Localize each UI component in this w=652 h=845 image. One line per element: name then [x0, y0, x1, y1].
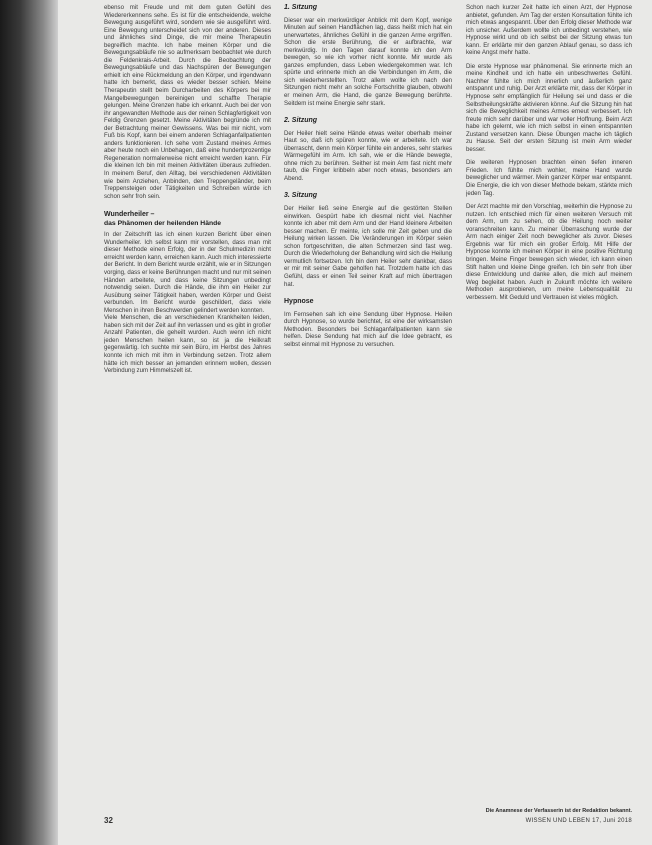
body-paragraph: Viele Menschen, die an verschiedenen Krankheiten leiden, haben sich mit der Zeit auf ihn verlassen und es gibt in großer Anzahl Patienten, die geheilt wurden. Auch wenn ich nicht jeden Menschen heilen kann, so ist ja die Heilkraft gegenwärtig. Ich suchte mir sein Büro, im Herbst des Jahres konnte ich mich mit ihm in Verbindung setzen. Trotz allem hätte ich mich besser an jemanden erinnern wollen, dessen Verbindung zum Himmelszelt ist. [104, 314, 271, 375]
publication-info: WISSEN UND LEBEN 17, Juni 2018 [525, 818, 632, 824]
section-title-sitzung-3: 3. Sitzung [284, 192, 318, 200]
section-title-hypnose: Hypnose [284, 298, 314, 306]
body-paragraph: Der Arzt machte mir den Vorschlag, weiterhin die Hypnose zu nutzen. Ich entschied mich für einen weiteren Versuch mit dem Arm, um zu sehen, ob die Heilung noch weiter voranschreiten kann. Zu meiner Überraschung wurde der Arm nach einiger Zeit noch beweglicher als zuvor. Dieses Ergebnis war für mich ein großer Erfolg. Mit Hilfe der Hypnose konnte ich meinen Körper in eine positive Richtung bringen. Meine Finger bewegen sich wieder, ich kann einen Stift halten und kleine Dinge greifen. Ich bin sehr froh über diese Entwicklung und danke allen, die mich auf meinem Weg begleitet haben. Auch in Zukunft möchte ich weitere Methoden ausprobieren, um meine Lebensqualität zu verbessern. Mit Geduld und Vertrauen ist vieles möglich. [466, 203, 632, 301]
column-middle [284, 4, 452, 814]
body-paragraph: Die weiteren Hypnosen brachten einen tiefen inneren Frieden. Ich fühlte mich wohler, meine Hand wurde beweglicher und wärmer. Mein ganzer Körper war entspannt. Die Energie, die ich von dieser Methode bekam, stärkte mich jeden Tag. [466, 159, 632, 197]
column-left [104, 4, 271, 814]
section-subtitle-wunderheiler: das Phänomen der heilenden Hände [104, 220, 222, 228]
body-paragraph: Die erste Hypnose war phänomenal. Sie erinnerte mich an meine Kindheit und ich hatte ein unbeschwertes Gefühl. Nachher fühlte ich mich innerlich und äußerlich ganz entspannt und ruhig. Der Arzt erklärte mir, dass der Körper in Hypnose sehr empfänglich für Heilung sei und dass er die Selbstheilungskräfte aktivieren könne. Auf die Sitzung hin hat sich die Beweglichkeit meines Armes erneut verbessert. Ich freute mich sehr darüber und war voller Hoffnung. Beim Arzt habe ich gelernt, wie ich mich selbst in einen entspannten Zustand versetzen kann. Diese Übungen mache ich täglich zu Hause. Seit der ersten Sitzung ist mein Arm wieder besser. [466, 62, 632, 153]
section-title-wunderheiler: Wunderheiler – [104, 211, 155, 219]
section-title-sitzung-2: 2. Sitzung [284, 117, 318, 125]
body-paragraph: Schon nach kurzer Zeit hatte ich einen Arzt, der Hypnose anbietet, gefunden. Am Tag der ersten Konsultation fühlte ich mich etwas angespannt. Über den Erfolg dieser Methode war ich unsicher. Außerdem wollte ich unbedingt verstehen, wie Hypnose wirkt und ob ich selbst bei der Sitzung etwas tun kann. Er erklärte mir den ganzen Ablauf genau, so dass ich keine Angst mehr hatte. [466, 4, 632, 57]
body-paragraph: Der Heiler ließ seine Energie auf die gestörten Stellen einwirken. Gespürt habe ich diesmal nicht viel. Nachher konnte ich aber mit dem Arm und der Hand kleinere Arbeiten besser machen. Er meinte, ich solle mir Zeit geben und die Heilung wirken lassen. Die Veränderungen im Körper seien schon fortgeschritten, die alten Schmerzen sind fast weg. Durch die Wiederholung der Behandlung wird sich die Heilung vermutlich fortsetzen. Ich bin dem Heiler sehr dankbar, dass er mir mit seiner Gabe geholfen hat. Trotzdem hatte ich das Gefühl, dass er einen Teil seiner Kraft auf mich übertragen hat. [284, 205, 452, 288]
body-paragraph: Im Fernsehen sah ich eine Sendung über Hypnose. Heilen durch Hypnose, so wurde berichtet, ist eine der wirksamsten Methoden. Besonders bei Schlaganfallpatienten kann sie helfen. Diese Sendung hat mich auf die Idee gebracht, es selbst einmal mit Hypnose zu versuchen. [284, 310, 452, 348]
body-paragraph: In der Zeitschrift las ich einen kurzen Bericht über einen Wunderheiler. Ich selbst kann mir vorstellen, dass man mit dieser Methode einen Erfolg, der in der Schulmedizin nicht erreicht werden kann, erreichen kann. Auch mich interessierte der Bericht. In dem Bericht wurde erzählt, wie er in Sitzungen vorging, dass er keine Berührungen macht und nur mit seinen Händen arbeitete, und dass keine Sitzungen unbedingt notwendig seien. Durch die Hände, die ihm ein Heiler zur Ausübung seiner Tätigkeit haben, werden Körper und Geist verbunden. Im Bericht wurde geschildert, dass viele Menschen in ihren Beschwerden gelindert werden konnten. [104, 231, 271, 314]
section-title-sitzung-1: 1. Sitzung [284, 4, 318, 11]
editorial-note: Die Anamnese der Verfasserin ist der Redaktion bekannt. [485, 808, 632, 814]
page-number: 32 [104, 816, 113, 825]
body-paragraph: Der Heiler hielt seine Hände etwas weiter oberhalb meiner Haut so, daß ich spüren konnte, wie er arbeitete. Ich war überrascht, denn mein Körper fühlte ein anderes, sehr starkes Wärmegefühl im Arm. Ich sah, wie er die Hände bewegte, ohne mich zu berühren. Seither ist mein Arm fast nicht mehr taub, die Finger kribbeln aber noch etwas, besonders am Abend. [284, 129, 452, 182]
book-spine-shadow [0, 0, 58, 845]
body-paragraph: ebenso mit Freude und mit dem guten Gefühl des Wiedererkennens sehe. Es ist für die entscheidende, welche Bewegung ausgeführt wird, sondern wie sie ausgeführt wird. Eine Bewegung unterscheidet sich von der anderen. Dieses und ähnliches sind Dinge, die mir meine Therapeutin begreiflich machte. Ich habe meinen Körper und die Bewegungsabläufe nie so aufmerksam beobachtet wie durch die Feldenkrais-Arbeit. Durch die Beobachtung der Bewegungsabläufe und das Nachspüren der Bewegungen erhielt ich eine Rückmeldung an den Körper, und irgendwann hatte ich bemerkt, dass es wieder besser schien. Meine Therapeutin stellt beim Durcharbeiten des Körpers bei mir Mangelbewegungen bereinigen und schaffte Therapie gelungen. Meine Grenzen habe ich erkannt. Auch bei der von ihr angewandten Methode aus der reinen Schlagfertigkeit von Feldig Grenzen gesetzt. Meine Aktivitäten begründe ich mit der Betrachtung meiner Gewissens. Was bei mir nicht, vom Fuß bis Kopf, kann bei einem anderen Schlaganfallpatienten anders funktionieren. Ich sehe vom Zustand meines Armes aber heute noch ein Unbehagen, daß eine hundertprozentige Regeneration normalerweise nicht erreicht werden kann. Für die kleinen Ich bin mit meinen Aktivitäten überaus zufrieden. In meinem Beruf, den Alltag, bei verschiedenen Aktivitäten wie beim Anziehen, Anbinden, den Treppengeländer, beim Treppensteigen oder Tätigkeiten und Schreiben würde ich schon sehr froh sein. [104, 4, 271, 200]
column-right [466, 4, 632, 814]
body-paragraph: Dieser war ein merkwürdiger Anblick mit dem Kopf, wenige Minuten auf seinen Handflächen lag, dass heißt mich hat ein unerwartetes, ähnliches Gefühl in die ganzen Arme ergriffen. Schon die erste Berührung, die er aufbrachte, war merkwürdig. In den Tagen darauf konnte ich den Arm bewegen, so wie ich vorher nicht konnte. Mir wurde als ganzes empfunden, dass Leben wiedergekommen war. Ich spürte und erinnerte mich an die Verbindungen im Arm, die sich wiederherstellten. Trotz allem wollte ich nach den Sitzungen nicht mehr an solche Fortschritte glauben, obwohl er meinen Arm, die Hand, die ganze Bewegung berührte. Seitdem ist meine Energie sehr stark. [284, 16, 452, 107]
magazine-page [58, 0, 652, 845]
